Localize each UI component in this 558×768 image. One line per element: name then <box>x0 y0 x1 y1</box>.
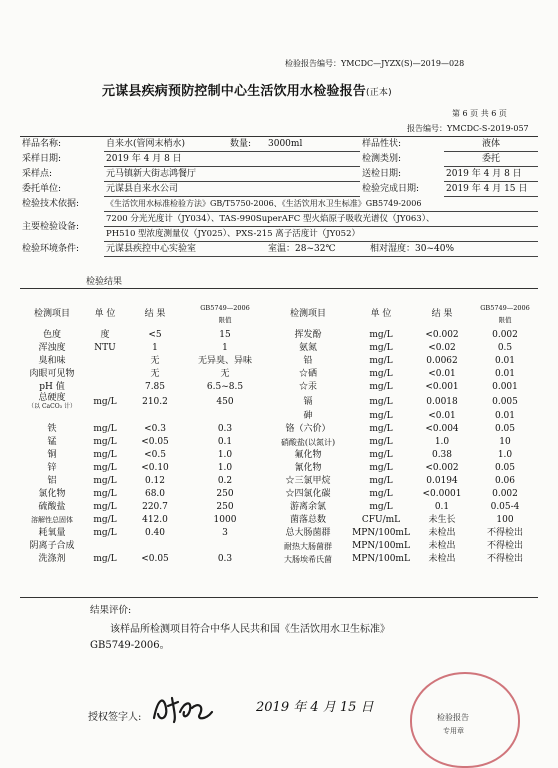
table-row <box>20 475 538 488</box>
table-cell <box>184 410 266 423</box>
table-cell: <0.002 <box>425 463 459 473</box>
table-cell: 220.7 <box>142 502 168 512</box>
table-cell: mg/L <box>369 502 393 512</box>
table-cell: mg/L <box>369 343 393 353</box>
field-value: 元马镇新大街志鸿餐厅 <box>104 167 360 182</box>
table-cell: 未检出 <box>428 554 456 564</box>
table-cell: 不得检出 <box>486 554 523 564</box>
header-result: 结 果 <box>431 309 453 319</box>
table-cell: 0.1 <box>217 437 233 447</box>
table-row <box>20 381 538 394</box>
info-row <box>20 182 538 197</box>
report-title-main: 元谋县疾病预防控制中心生活饮用水检验报告 <box>102 84 367 99</box>
field-value: 2019 年 4 月 8 日 <box>104 152 360 167</box>
table-cell: 0.3 <box>217 554 233 564</box>
table-cell: 耗氧量 <box>38 528 66 538</box>
table-cell: MPN/100mL <box>352 528 410 538</box>
field-value: 液体 <box>444 137 538 152</box>
table-cell: mg/L <box>93 515 117 525</box>
table-cell: mg/L <box>93 476 117 486</box>
hardness-label: 总硬度 <box>38 393 66 403</box>
table-cell: 0.40 <box>144 528 166 538</box>
table-cell: 锰 <box>47 437 57 447</box>
report-title-suffix: (正本) <box>366 88 392 98</box>
table-cell: 臭和味 <box>38 356 66 366</box>
table-cell: 游离余氯 <box>289 502 326 512</box>
report-number-top: 检验报告编号：YMCDC—JYZX(S)—2019—028 <box>285 59 465 68</box>
table-cell: <0.001 <box>425 382 459 392</box>
table-cell <box>84 540 126 553</box>
table-cell: 无异臭、异味 <box>197 356 252 366</box>
field-value: 自来水(管网末梢水) <box>104 137 228 152</box>
table-cell: <0.0001 <box>422 489 462 499</box>
table-cell: 色度 <box>42 330 61 340</box>
field-value: PH510 型浓度测量仪（JY025）、PXS-215 离子活度计（JY052） <box>104 227 538 242</box>
table-cell: 浑浊度 <box>38 343 66 353</box>
table-cell: 氯化物 <box>38 489 66 499</box>
table-cell: 镉 <box>303 396 313 407</box>
field-label: 检验完成日期: <box>362 184 420 194</box>
table-cell: mg/L <box>93 554 117 564</box>
table-cell: mg/L <box>369 396 393 407</box>
table-cell <box>84 368 126 381</box>
field-value: 7200 分光光度计（JY034）、TAS-990SuperAFC 型火焰原子吸收光谱仪（JY063）、 <box>104 212 538 227</box>
signature <box>148 688 218 728</box>
table-cell: CFU/mL <box>361 515 401 525</box>
info-row <box>20 152 538 167</box>
table-row <box>20 527 538 540</box>
results-header-row <box>20 299 538 329</box>
conclusion-line-2: GB5749-2006。 <box>90 640 170 651</box>
table-cell: 0.2 <box>217 476 233 486</box>
sample-info-table <box>20 137 538 257</box>
field-value: 元谋县疾控中心实验室 <box>104 242 266 257</box>
table-cell: 15 <box>219 330 231 340</box>
table-cell: 不得检出 <box>486 528 523 538</box>
table-cell: 铁 <box>47 424 57 434</box>
table-row <box>20 514 538 527</box>
table-cell: 铅 <box>303 356 313 366</box>
hardness-sub: （以 CaCO₃ 计） <box>28 403 76 410</box>
table-cell <box>20 394 84 410</box>
table-cell: 铝 <box>47 476 57 486</box>
table-cell: mg/L <box>93 424 117 434</box>
table-cell: mg/L <box>369 382 393 392</box>
info-row <box>20 197 538 212</box>
field-value: 委托 <box>444 152 538 167</box>
table-row <box>20 540 538 553</box>
field-value: 元谋县自来水公司 <box>104 182 360 197</box>
seal-title: 检验报告 <box>437 713 469 722</box>
table-cell <box>126 410 184 423</box>
table-cell: 未检出 <box>428 528 456 538</box>
table-cell: 未生长 <box>428 515 456 525</box>
table-cell: 0.0062 <box>426 356 458 366</box>
table-cell: 0.05-4 <box>490 502 520 512</box>
table-cell: mg/L <box>369 411 393 421</box>
table-cell: mg/L <box>93 528 117 538</box>
table-cell: 铜 <box>47 450 57 460</box>
table-row <box>20 501 538 514</box>
table-cell: 硫酸盐 <box>38 502 66 512</box>
table-cell: 7.85 <box>144 382 166 392</box>
table-cell: 锌 <box>47 463 57 473</box>
header-standard <box>472 299 538 329</box>
table-cell: 68.0 <box>144 489 166 499</box>
table-cell: 0.12 <box>144 476 166 486</box>
field-label: 检验环境条件: <box>22 244 80 254</box>
table-cell: <0.05 <box>141 437 169 447</box>
header-standard-code: GB5749—2006 <box>480 304 530 312</box>
field-label: 采样日期: <box>22 154 62 164</box>
table-cell: ☆三氯甲烷 <box>285 476 331 486</box>
results-title: 检验结果 <box>86 277 123 287</box>
page-info: 第 6 页 共 6 页 <box>452 109 507 118</box>
table-cell: 10 <box>499 437 511 447</box>
table-cell: 硝酸盐(以氮计) <box>280 438 336 447</box>
table-cell: <0.002 <box>425 330 459 340</box>
info-row <box>20 242 538 257</box>
report-title <box>102 80 392 99</box>
table-cell: <0.05 <box>141 554 169 564</box>
table-cell: 0.3 <box>217 424 233 434</box>
table-cell: 1000 <box>213 515 237 525</box>
table-cell: 412.0 <box>142 515 168 525</box>
table-cell: 0.005 <box>492 396 518 407</box>
table-row <box>20 553 538 566</box>
table-row <box>20 449 538 462</box>
table-cell: ☆四氯化碳 <box>285 489 331 499</box>
seal-subtitle: 专用章 <box>443 727 464 735</box>
table-cell: mg/L <box>369 437 393 447</box>
field-label: 检验技术依据: <box>22 199 80 209</box>
field-label: 样品名称: <box>22 139 62 150</box>
field-value: 室温：28~32℃ <box>266 242 360 257</box>
table-cell: mg/L <box>369 476 393 486</box>
table-cell: mg/L <box>93 489 117 499</box>
table-cell: 不得检出 <box>486 541 523 551</box>
table-cell: 0.05 <box>494 424 516 434</box>
table-cell: 0.0194 <box>426 476 458 486</box>
info-row <box>20 167 538 182</box>
table-cell: 0.001 <box>492 382 518 392</box>
field-label: 主要检验设备: <box>22 221 80 232</box>
table-cell: <0.10 <box>141 463 169 473</box>
table-row <box>20 394 538 410</box>
conclusion-line-1: 该样品所检测项目符合中华人民共和国《生活饮用水卫生标准》 <box>110 624 390 635</box>
table-cell <box>84 355 126 368</box>
table-cell: 铬（六价） <box>285 424 331 434</box>
sign-date: 2019 年 4 月 15 日 <box>256 700 374 715</box>
header-unit: 单 位 <box>370 309 392 319</box>
table-cell: 菌落总数 <box>289 515 326 525</box>
table-cell: 砷 <box>303 411 313 421</box>
header-item: 检测项目 <box>289 309 326 319</box>
table-cell: 度 <box>100 330 110 340</box>
table-row <box>20 436 538 449</box>
results-table <box>20 299 538 566</box>
header-result: 结 果 <box>144 309 166 319</box>
table-cell: 0.38 <box>431 450 453 460</box>
field-value: 2019 年 4 月 15 日 <box>444 182 538 197</box>
table-cell: mg/L <box>369 463 393 473</box>
table-cell: 1 <box>152 343 158 353</box>
field-value: 相对湿度：30~40% <box>360 242 538 257</box>
table-cell: pH 值 <box>39 382 65 392</box>
table-cell: mg/L <box>369 330 393 340</box>
header-standard-limit: 限值 <box>498 316 512 324</box>
field-value: 《生活饮用水标准检验方法》GB/T5750-2006、《生活饮用水卫生标准》GB5749-2006 <box>104 197 538 212</box>
table-row <box>20 410 538 423</box>
header-item: 检测项目 <box>33 309 70 319</box>
table-cell: mg/L <box>93 437 117 447</box>
field-value: 2019 年 4 月 8 日 <box>444 167 538 182</box>
table-cell: 未检出 <box>428 541 456 551</box>
table-cell: 0.05 <box>494 463 516 473</box>
table-cell: <0.01 <box>428 411 456 421</box>
table-cell: MPN/100mL <box>352 554 410 564</box>
table-cell: 氨氮 <box>298 343 317 353</box>
table-row <box>20 423 538 436</box>
table-cell: NTU <box>94 343 116 353</box>
table-cell: 100 <box>496 515 514 525</box>
table-cell: 0.01 <box>494 356 516 366</box>
table-cell: 洗涤剂 <box>38 554 66 564</box>
table-cell: 0.002 <box>492 489 518 499</box>
table-cell <box>184 540 266 553</box>
seal-text <box>423 694 503 752</box>
table-row <box>20 329 538 342</box>
info-row <box>20 137 538 152</box>
results-bottom-rule <box>20 597 538 598</box>
table-cell: 0.002 <box>492 330 518 340</box>
results-top-rule <box>20 288 538 289</box>
table-cell: 0.01 <box>494 411 516 421</box>
table-cell: 1.0 <box>217 450 233 460</box>
table-row <box>20 462 538 475</box>
table-cell: 肉眼可见物 <box>29 369 75 379</box>
field-value: 3000ml <box>266 137 360 152</box>
table-cell <box>84 410 126 423</box>
conclusion-label: 结果评价: <box>90 605 132 616</box>
table-cell: 210.2 <box>142 396 168 407</box>
table-cell <box>84 381 126 394</box>
header-unit: 单 位 <box>94 309 116 319</box>
table-cell: 3 <box>222 528 228 538</box>
table-cell: <0.5 <box>144 450 166 460</box>
table-cell: 挥发酚 <box>294 330 322 340</box>
table-row <box>20 488 538 501</box>
table-cell: 1.0 <box>217 463 233 473</box>
field-label: 数量: <box>228 137 266 152</box>
signer-label: 授权签字人: <box>88 712 142 723</box>
field-label: 样品性状: <box>362 139 402 150</box>
table-cell: 无 <box>150 369 160 379</box>
results-body <box>20 329 538 566</box>
table-cell: mg/L <box>93 463 117 473</box>
info-row <box>20 212 538 227</box>
table-cell: 250 <box>216 489 234 499</box>
table-cell: 大肠埃希氏菌 <box>284 555 332 564</box>
table-row <box>20 342 538 355</box>
table-cell: 1.0 <box>497 450 513 460</box>
table-cell: 450 <box>216 396 234 407</box>
table-cell: 无 <box>150 356 160 366</box>
table-cell: 1.0 <box>434 437 450 447</box>
table-row <box>20 355 538 368</box>
table-cell: <5 <box>148 330 162 340</box>
header-standard-code: GB5749—2006 <box>200 304 250 312</box>
field-label: 送检日期: <box>362 169 402 179</box>
table-cell <box>20 410 84 423</box>
table-cell: 总大肠菌群 <box>285 528 331 538</box>
field-label: 采样点: <box>22 169 53 179</box>
table-cell: 1 <box>222 343 228 353</box>
table-cell: mg/L <box>369 450 393 460</box>
table-cell: 耐热大肠菌群 <box>284 542 332 551</box>
table-cell: MPN/100mL <box>352 541 410 551</box>
table-cell: 无 <box>220 369 230 379</box>
table-cell: mg/L <box>93 450 117 460</box>
table-cell: 250 <box>216 502 234 512</box>
table-cell: mg/L <box>369 424 393 434</box>
table-cell: ☆硒 <box>298 369 317 379</box>
table-cell: 0.01 <box>494 369 516 379</box>
table-cell: 氰化物 <box>294 463 322 473</box>
table-cell: 0.0018 <box>426 396 458 407</box>
header-standard <box>184 299 266 329</box>
report-number: 报告编号：YMCDC-S-2019-057 <box>407 124 529 133</box>
field-label: 委托单位: <box>22 184 62 194</box>
table-cell: <0.3 <box>144 424 166 434</box>
table-cell: 6.5~8.5 <box>206 382 244 392</box>
table-cell <box>126 540 184 553</box>
table-cell: 氟化物 <box>294 450 322 460</box>
table-cell: 0.06 <box>494 476 516 486</box>
table-cell: mg/L <box>369 489 393 499</box>
table-cell: 0.1 <box>434 502 450 512</box>
table-row <box>20 368 538 381</box>
table-cell: 0.5 <box>497 343 513 353</box>
table-cell: 阴离子合成 <box>29 541 75 551</box>
table-cell: <0.004 <box>425 424 459 434</box>
field-label: 检测类别: <box>362 154 402 164</box>
table-cell: mg/L <box>369 369 393 379</box>
table-cell: <0.02 <box>428 343 456 353</box>
table-cell: mg/L <box>93 396 117 407</box>
table-cell: mg/L <box>369 356 393 366</box>
header-standard-limit: 限值 <box>218 316 232 324</box>
table-cell: mg/L <box>93 502 117 512</box>
table-cell: ☆汞 <box>298 382 317 392</box>
table-cell: <0.01 <box>428 369 456 379</box>
table-cell: 溶解性总固体 <box>31 516 73 524</box>
